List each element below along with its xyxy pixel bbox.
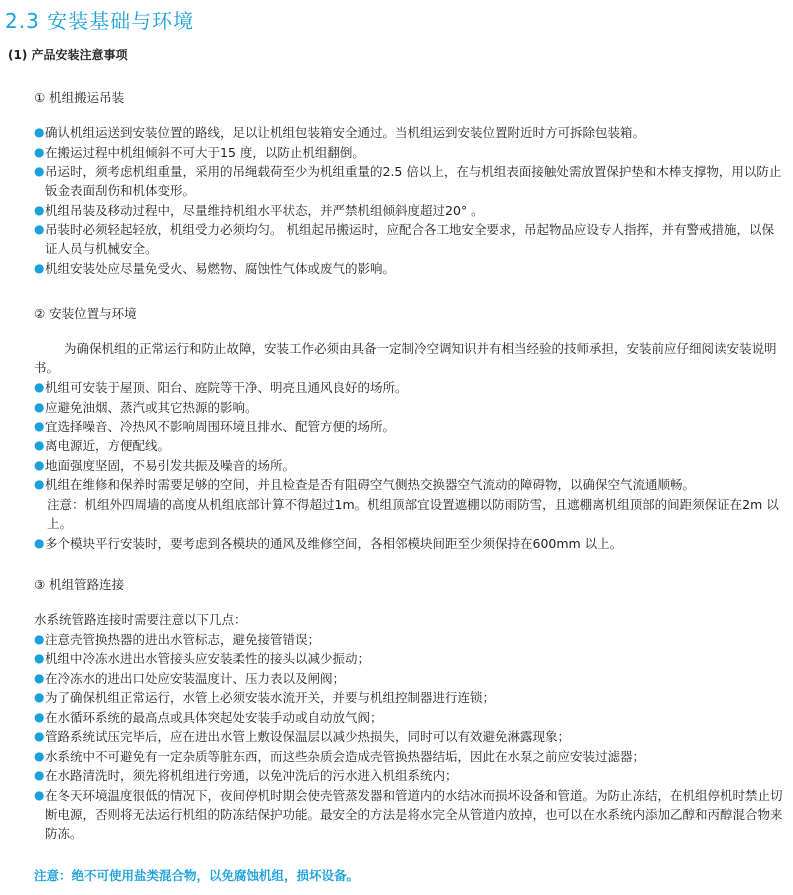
list-item: ● 在水路清洗时，须先将机组进行旁通，以免冲洗后的污水进入机组系统内； (34, 768, 458, 783)
list-item: ● 水系统中不可避免有一定杂质等脏东西，而这些杂质会造成壳管换热器结垢，因此在水泵之前应安装过滤器； (34, 749, 646, 764)
bullet-icon: ● (34, 632, 45, 646)
bullet-icon: ● (34, 419, 45, 433)
heading-location-environment: ② 安装位置与环境 (34, 306, 137, 321)
bullet-icon: ● (34, 145, 45, 159)
list-item: ● 在搬运过程中机组倾斜不可大于15 度，以防止机组翻倒。 (34, 145, 365, 160)
bullet-icon: ● (34, 222, 45, 236)
subsection-title: (1) 产品安装注意事项 (8, 48, 128, 62)
list-item: ● 机组吊装及移动过程中，尽量维持机组水平状态，并严禁机组倾斜度超过20° 。 (34, 203, 484, 218)
warning-note: 注意：绝不可使用盐类混合物，以免腐蚀机组，损坏设备。 (34, 868, 360, 883)
bullet-icon: ● (34, 768, 45, 782)
installation-note: 注意：机组外四周墙的高度从机组底部计算不得超过1m。机组顶部宜设置遮棚以防雨防雪，且遮棚离机组顶部的间距须保证在2m 以上。 (47, 497, 779, 531)
list-item: ● 吊装时必须轻起轻放，机组受力必须均匀。 机组起吊搬运时，应配合各工地安全要求，吊起物品应设专人指挥，并有警戒措施，以保证人员与机械安全。 (34, 222, 774, 256)
list-item: ● 多个模块平行安装时，要考虑到各模块的通风及维修空间，各相邻模块间距至少须保持在600mm 以上。 (34, 536, 623, 551)
bullet-icon: ● (34, 261, 45, 275)
bullet-icon: ● (34, 125, 45, 139)
list-item: ● 机组可安装于屋顶、阳台、庭院等干净、明亮且通风良好的场所。 (34, 380, 408, 395)
bullet-icon: ● (34, 729, 45, 743)
bullet-icon: ● (34, 380, 45, 394)
heading-piping-connection: ③ 机组管路连接 (34, 577, 125, 592)
section-title: 2.3 安装基础与环境 (5, 9, 195, 33)
list-item: ● 地面强度坚固，不易引发共振及噪音的场所。 (34, 458, 296, 473)
bullet-icon: ● (34, 164, 45, 178)
bullet-icon: ● (34, 477, 45, 491)
list-item: ● 在冬天环境温度很低的情况下，夜间停机时期会使壳管蒸发器和管道内的水结冰而损坏设备和管道。为防止冻结，在机组停机时禁止切断电源，否则将无法运行机组的防冻结保护功能。最安全的方法是将水完全从管道内放掉，也可以在水系统内添加乙醇和丙醇混合物来防冻。 (34, 788, 783, 841)
list-item: ● 为了确保机组正常运行，水管上必须安装水流开关，并要与机组控制器进行连锁； (34, 690, 496, 705)
intro-paragraph: 为确保机组的正常运行和防止故障，安装工作必须由具备一定制冷空调知识并有相当经验的技师承担，安装前应仔细阅读安装说明书。 (34, 341, 777, 375)
bullet-icon: ● (34, 690, 45, 704)
bullet-icon: ● (34, 710, 45, 724)
bullet-icon: ● (34, 438, 45, 452)
bullet-icon: ● (34, 749, 45, 763)
intro-paragraph: 水系统管路连接时需要注意以下几点： (34, 612, 247, 627)
bullet-icon: ● (34, 788, 45, 802)
bullet-icon: ● (34, 536, 45, 550)
heading-transport-lifting: ① 机组搬运吊装 (34, 90, 125, 105)
list-item: ● 宜选择噪音、冷热风不影响周围环境且排水、配管方便的场所。 (34, 419, 396, 434)
list-item: ● 确认机组运送到安装位置的路线，足以让机组包装箱安全通过。当机组运到安装位置附近时方可拆除包装箱。 (34, 125, 646, 140)
list-item: ● 机组在维修和保养时需要足够的空间，并且检查是否有阻碍空气侧热交换器空气流动的障碍物，以确保空气流通顺畅。 (34, 477, 696, 492)
list-item: ● 机组安装处应尽量免受火、易燃物、腐蚀性气体或废气的影响。 (34, 261, 396, 276)
bullet-icon: ● (34, 671, 45, 685)
list-item: ● 离电源近，方便配线。 (34, 438, 171, 453)
list-item: ● 在冷冻水的进出口处应安装温度计、压力表以及闸阀； (34, 671, 346, 686)
bullet-icon: ● (34, 458, 45, 472)
list-item: ● 机组中冷冻水进出水管接头应安装柔性的接头以减少振动； (34, 651, 371, 666)
bullet-icon: ● (34, 203, 45, 217)
list-item: ● 应避免油烟、蒸汽或其它热源的影响。 (34, 400, 258, 415)
list-item: ● 管路系统试压完毕后，应在进出水管上敷设保温层以减少热损失，同时可以有效避免淋露现象； (34, 729, 571, 744)
bullet-icon: ● (34, 651, 45, 665)
list-item: ● 在水循环系统的最高点或具体突起处安装手动或自动放气阀； (34, 710, 383, 725)
list-item: ● 注意壳管换热器的进出水管标志，避免接管错误； (34, 632, 321, 647)
bullet-icon: ● (34, 400, 45, 414)
list-item: ● 吊运时，须考虑机组重量，采用的吊绳载荷至少为机组重量的2.5 倍以上，在与机组表面接触处需放置保护垫和木棒支撑物，用以防止钣金表面刮伤和机体变形。 (34, 164, 782, 198)
